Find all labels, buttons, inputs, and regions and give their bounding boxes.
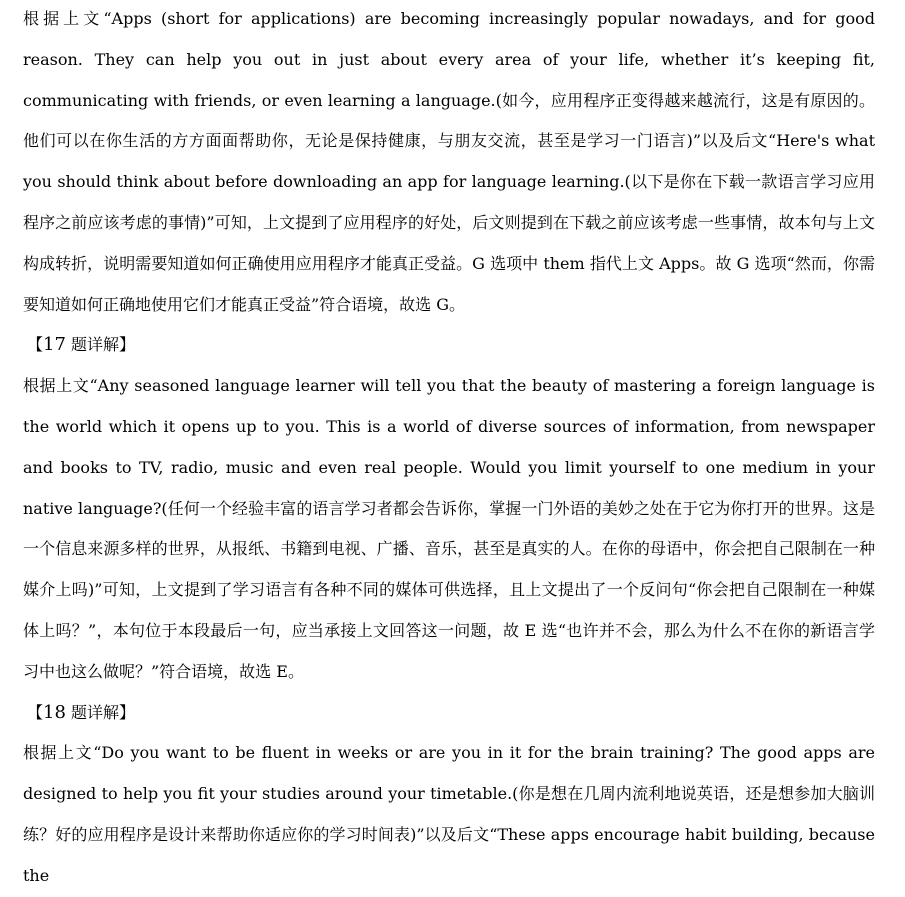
question-17-heading xyxy=(23,325,875,366)
heading-bracket-open: 【 xyxy=(27,335,44,355)
heading-bracket-open: 【 xyxy=(27,702,44,722)
heading-bracket-close: 】 xyxy=(119,335,136,355)
question-18-heading xyxy=(23,693,875,734)
heading-label: 题详解 xyxy=(65,335,120,355)
question-number: 18 xyxy=(43,701,66,723)
heading-bracket-close: 】 xyxy=(119,702,136,722)
question-number: 17 xyxy=(43,334,66,356)
heading-label: 题详解 xyxy=(65,702,120,722)
explanation-paragraph-16: 根据上文“Apps (short for applications) are becoming increasingly popular nowadays, and for good reason. They can help you out in just about every area of your life, whether it’s keeping fit, communicating with friends, or even learning a language.(如今，应用程序正变得越来越流行，这是有原因的。他们可以在你生活的方方面面帮助你，无论是保持健康，与朋友交流，甚至是学习一门语言)”以及后文“Here's what you should think about before downloading an app for language learning.(以下是你在下载一款语言学习应用程序之前应该考虑的事情)”可知，上文提到了应用程序的好处，后文则提到在下载之前应该考虑一些事情，故本句与上文构成转折，说明需要知道如何正确使用应用程序才能真正受益。G 选项中 them 指代上文 Apps。故 G 选项“然而，你需要知道如何正确地使用它们才能真正受益”符合语境，故选 G。 xyxy=(23,9,875,314)
explanation-paragraph-17: 根据上文“Any seasoned language learner will tell you that the beauty of mastering a foreign language is the world which it opens up to you. This is a world of diverse sources of information, from newspaper and books to TV, radio, music and even real people. Would you limit yourself to one medium in your native language?(任何一个经验丰富的语言学习者都会告诉你，掌握一门外语的美妙之处在于它为你打开的世界。这是一个信息来源多样的世界，从报纸、书籍到电视、广播、音乐，甚至是真实的人。在你的母语中，你会把自己限制在一种媒介上吗)”可知，上文提到了学习语言有各种不同的媒体可供选择，且上文提出了一个反问句“你会把自己限制在一种媒体上吗？”，本句位于本段最后一句，应当承接上文回答这一问题，故 E 选“也许并不会，那么为什么不在你的新语言学习中也这么做呢？”符合语境，故选 E。 xyxy=(23,376,875,681)
explanation-paragraph-18: 根据上文“Do you want to be fluent in weeks or are you in it for the brain training? The good apps are designed to help you fit your studies around your timetable.(你是想在几周内流利地说英语，还是想参加大脑训练？好的应用程序是设计来帮助你适应你的学习时间表)”以及后文“These apps encourage habit building, because the xyxy=(23,743,875,885)
